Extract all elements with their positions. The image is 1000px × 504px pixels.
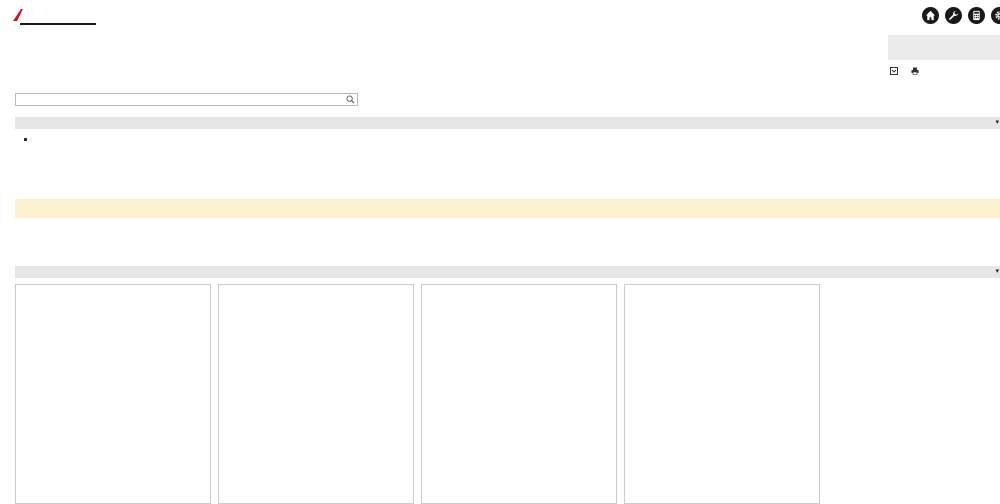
- info-note: [15, 199, 1000, 218]
- diagram-card[interactable]: [624, 284, 820, 504]
- vehicle-name-box: [888, 35, 1000, 60]
- expand-all-icon: [890, 67, 898, 75]
- search-icon[interactable]: [346, 95, 355, 104]
- home-icon[interactable]: [922, 7, 939, 24]
- calculator-icon[interactable]: [968, 7, 985, 24]
- diagram-card[interactable]: [218, 284, 414, 504]
- diagram-card[interactable]: [421, 284, 617, 504]
- open-all-button[interactable]: [890, 67, 901, 75]
- search-input[interactable]: [16, 100, 336, 111]
- top-icons: [922, 7, 1000, 24]
- caret-down-icon[interactable]: ▾: [995, 268, 999, 275]
- logo-underline: [20, 23, 96, 25]
- page-actions: [890, 67, 922, 75]
- gear-icon[interactable]: [991, 7, 1000, 24]
- diagram-card[interactable]: [15, 284, 211, 504]
- caret-down-icon[interactable]: ▾: [995, 119, 999, 126]
- section-header-connector-location[interactable]: [15, 266, 1000, 278]
- search-box: [15, 93, 358, 106]
- diagram-cards: [15, 284, 820, 504]
- logo-swoosh-icon: [12, 8, 26, 22]
- wrench-icon[interactable]: [945, 7, 962, 24]
- print-button[interactable]: [911, 67, 922, 75]
- printer-icon: [911, 67, 919, 75]
- top-bar: [0, 0, 1000, 30]
- section-header-reading-clearing[interactable]: [15, 117, 1000, 129]
